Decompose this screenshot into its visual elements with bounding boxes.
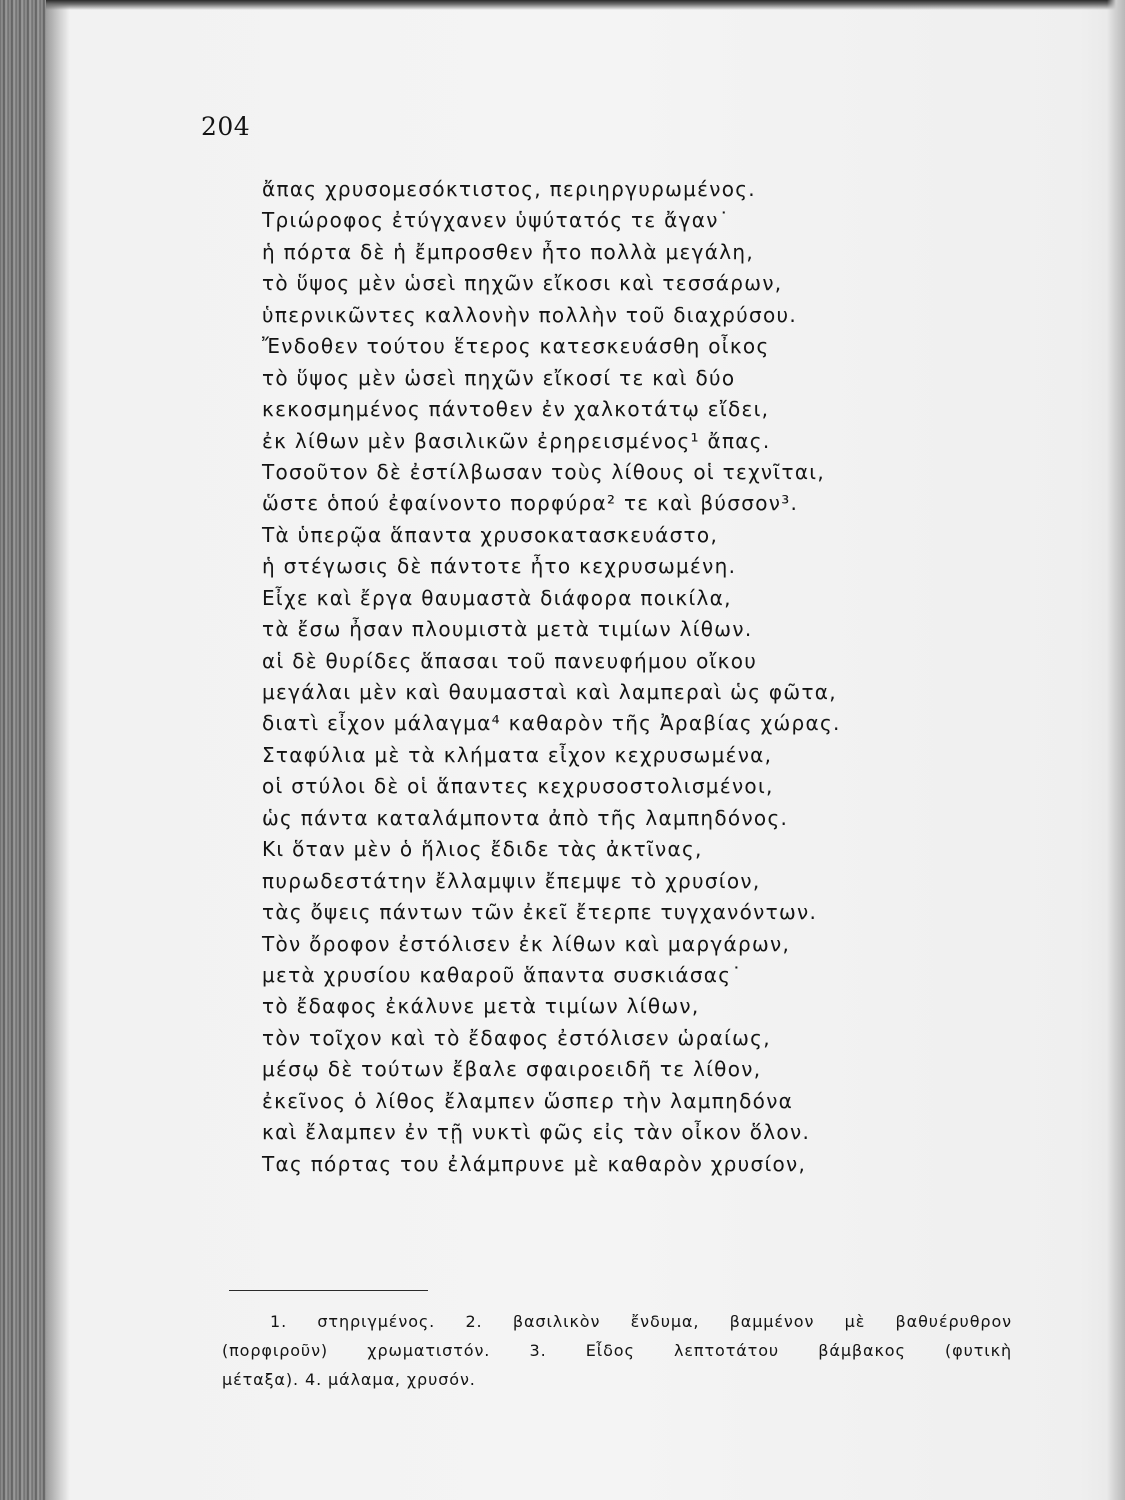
footnotes <box>222 1307 1012 1394</box>
verse-line: πυρωδεστάτην ἔλλαμψιν ἔπεμψε τὸ χρυσίον, <box>262 868 761 893</box>
verse-line: ὑπερνικῶντες καλλονὴν πολλὴν τοῦ διαχρύσου. <box>262 302 798 327</box>
verse-line: ἡ πόρτα δὲ ἡ ἔμπροσθεν ἦτο πολλὰ μεγάλη, <box>262 239 755 264</box>
verse-line: τὸ ὕψος μὲν ὡσεὶ πηχῶν εἴκοσι καὶ τεσσάρων, <box>262 271 783 296</box>
verse-line: αἱ δὲ θυρίδες ἅπασαι τοῦ πανευφήμου οἴκου <box>262 648 758 673</box>
verse-line: μέσῳ δὲ τούτων ἔβαλε σφαιροειδῆ τε λίθον, <box>262 1057 762 1082</box>
poem-text <box>262 174 1022 1180</box>
page-right-edge <box>1107 0 1125 1500</box>
verse-line: τὸ ὕψος μὲν ὡσεὶ πηχῶν εἴκοσί τε καὶ δύο <box>262 365 736 390</box>
footnote-line: μέταξα). 4. μάλαμα, χρυσόν. <box>222 1370 476 1389</box>
verse-line: Κι ὅταν μὲν ὁ ἥλιος ἔδιδε τὰς ἀκτῖνας, <box>262 837 703 862</box>
verse-line: κεκοσμημένος πάντοθεν ἐν χαλκοτάτῳ εἴδει, <box>262 397 770 422</box>
footnote-line: (πορφιροῦν) χρωματιστόν. 3. Εἶδος λεπτοτάτου βάμβακος (φυτικὴ <box>222 1341 1012 1360</box>
verse-line: ὥστε ὁπού ἐφαίνοντο πορφύρα² τε καὶ βύσσον³. <box>262 491 799 516</box>
verse-line: τὸν τοῖχον καὶ τὸ ἔδαφος ἐστόλισεν ὡραίως, <box>262 1025 771 1050</box>
verse-line: μετὰ χρυσίου καθαροῦ ἅπαντα συσκιάσας˙ <box>262 962 743 987</box>
verse-line: ἡ στέγωσις δὲ πάντοτε ἦτο κεχρυσωμένη. <box>262 554 737 579</box>
verse-line: διατὶ εἶχον μάλαγμα⁴ καθαρὸν τῆς Ἀραβίας χώρας. <box>262 711 841 736</box>
verse-line: τὰ ἔσω ἦσαν πλουμιστὰ μετὰ τιμίων λίθων. <box>262 617 753 642</box>
verse-line: Τὰ ὑπερῷα ἅπαντα χρυσοκατασκευάστο, <box>262 522 719 547</box>
gutter-shadow <box>46 0 70 1500</box>
book-binding <box>0 0 46 1500</box>
verse-line: Τὸν ὄροφον ἐστόλισεν ἐκ λίθων καὶ μαργάρων, <box>262 931 791 956</box>
verse-line: ἄπας χρυσομεσόκτιστος, περιηργυρωμένος. <box>262 177 756 201</box>
footnote-line: 1. στηριγμένος. 2. βασιλικὸν ἔνδυμα, βαμμένον μὲ βαθυέρυθρον <box>270 1312 1012 1331</box>
verse-line: καὶ ἔλαμπεν ἐν τῇ νυκτὶ φῶς εἰς τὰν οἶκον ὅλον. <box>262 1120 811 1145</box>
verse-line: τὰς ὄψεις πάντων τῶν ἐκεῖ ἔτερπε τυγχανόντων. <box>262 900 818 925</box>
footnote-separator <box>229 1290 428 1291</box>
verse-line: οἱ στύλοι δὲ οἱ ἅπαντες κεχρυσοστολισμένοι, <box>262 774 774 799</box>
verse-line: Εἶχε καὶ ἔργα θαυμαστὰ διάφορα ποικίλα, <box>262 585 732 610</box>
page-top-edge <box>46 0 1125 10</box>
verse-line: Τοσοῦτον δὲ ἐστίλβωσαν τοὺς λίθους οἱ τεχνῖται, <box>262 459 826 484</box>
verse-line: ἐκ λίθων μὲν βασιλικῶν ἐρηρεισμένος¹ ἄπας. <box>262 428 771 453</box>
verse-line: Ἔνδοθεν τούτου ἕτερος κατεσκευάσθη οἶκος <box>262 334 770 359</box>
verse-line: Τριώροφος ἐτύγχανεν ὑψύτατός τε ἄγαν˙ <box>262 208 731 233</box>
verse-line: μεγάλαι μὲν καὶ θαυμασταὶ καὶ λαμπεραὶ ὡς φῶτα, <box>262 680 837 704</box>
verse-line: Τας πόρτας του ἐλάμπρυνε μὲ καθαρὸν χρυσίον, <box>262 1151 807 1176</box>
verse-line: Σταφύλια μὲ τὰ κλήματα εἶχον κεχρυσωμένα, <box>262 742 773 767</box>
verse-line: ὡς πάντα καταλάμποντα ἀπὸ τῆς λαμπηδόνος. <box>262 805 789 830</box>
verse-line: ἐκεῖνος ὁ λίθος ἔλαμπεν ὥσπερ τὴν λαμπηδόνα <box>262 1088 794 1113</box>
verse-line: τὸ ἔδαφος ἐκάλυνε μετὰ τιμίων λίθων, <box>262 994 700 1019</box>
page-number: 204 <box>201 112 251 141</box>
